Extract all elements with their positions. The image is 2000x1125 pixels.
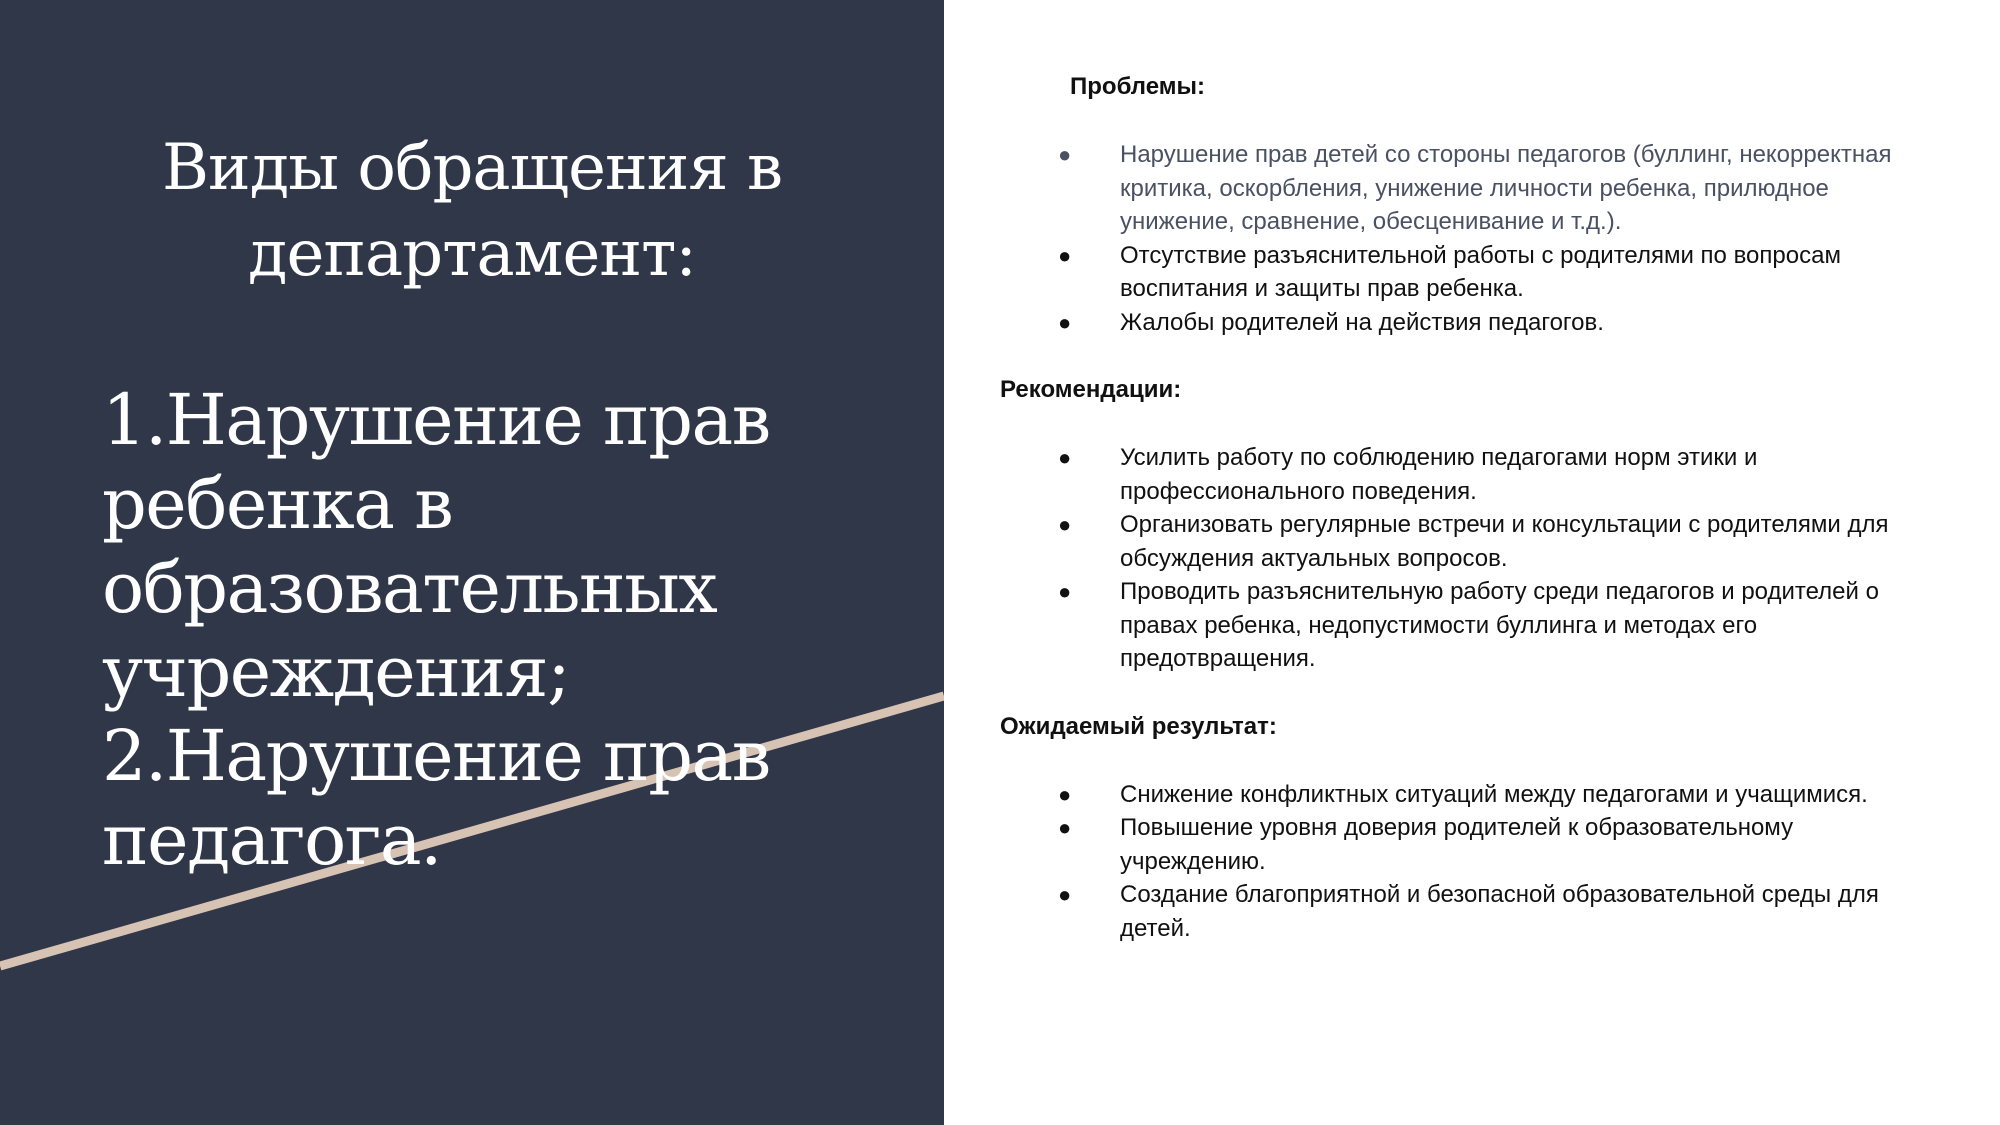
- bullet-icon: ●: [1058, 242, 1072, 268]
- list-item: [1000, 441, 1940, 508]
- list-item-text: Повышение уровня доверия родителей к образовательному учреждению.: [1120, 814, 1794, 875]
- list-item-text: Создание благоприятной и безопасной образовательной среды для детей.: [1120, 881, 1879, 942]
- bullet-icon: ●: [1058, 882, 1072, 907]
- right-content: [1000, 70, 1940, 945]
- list-item-text: Усилить работу по соблюдению педагогами норм этики и профессионального поведения.: [1120, 444, 1758, 505]
- list-item: [1000, 778, 1940, 812]
- list-item-text: Нарушение прав детей со стороны педагогов (буллинг, некорректная критика, оскорбления, унижение личности ребенка, прилюдное унижение, сравнение, обесценивание и т.д.).: [1120, 141, 1892, 235]
- list-item: [1000, 306, 1940, 340]
- results-title: Ожидаемый результат:: [1000, 712, 1277, 740]
- recommendations-title: Рекомендации:: [1000, 376, 1182, 403]
- list-item-text: Снижение конфликтных ситуаций между педагогами и учащимися.: [1120, 780, 1868, 808]
- list-item: [1000, 138, 1940, 239]
- list-item-text: Жалобы родителей на действия педагогов.: [1120, 308, 1604, 336]
- problems-title: Проблемы:: [1070, 73, 1205, 100]
- appeal-types-list: [102, 378, 922, 882]
- list-item-text: Проводить разъяснительную работу среди педагогов и родителей о правах ребенка, недопустимости буллинга и методах его предотвращения.: [1120, 578, 1879, 672]
- results-list: [1000, 778, 1940, 946]
- bullet-icon: ●: [1058, 309, 1072, 335]
- list-item-text: Отсутствие разъяснительной работы с родителями по вопросам воспитания и защиты прав ребенка.: [1120, 241, 1841, 302]
- appeal-type-item: 1.Нарушение прав ребенка в образовательных учреждения;: [102, 379, 770, 713]
- bullet-icon: ●: [1058, 445, 1072, 470]
- bullet-icon: ●: [1058, 815, 1072, 840]
- problems-list: [1000, 138, 1940, 339]
- recommendations-list: [1000, 441, 1940, 676]
- bullet-icon: ●: [1058, 579, 1072, 604]
- bullet-icon: ●: [1058, 781, 1072, 807]
- bullet-icon: ●: [1058, 142, 1072, 167]
- list-item: [1000, 239, 1940, 306]
- list-item-text: Организовать регулярные встречи и консультации с родителями для обсуждения актуальных вопросов.: [1120, 511, 1889, 572]
- appeal-type-item: 2.Нарушение прав педагога.: [102, 715, 770, 881]
- list-item: [1000, 575, 1940, 676]
- list-item: [1000, 508, 1940, 575]
- left-panel: [0, 0, 944, 1125]
- list-item: [1000, 878, 1940, 945]
- slide-heading: Виды обращения в департамент:: [162, 131, 782, 291]
- list-item: [1000, 811, 1940, 878]
- bullet-icon: ●: [1058, 512, 1072, 537]
